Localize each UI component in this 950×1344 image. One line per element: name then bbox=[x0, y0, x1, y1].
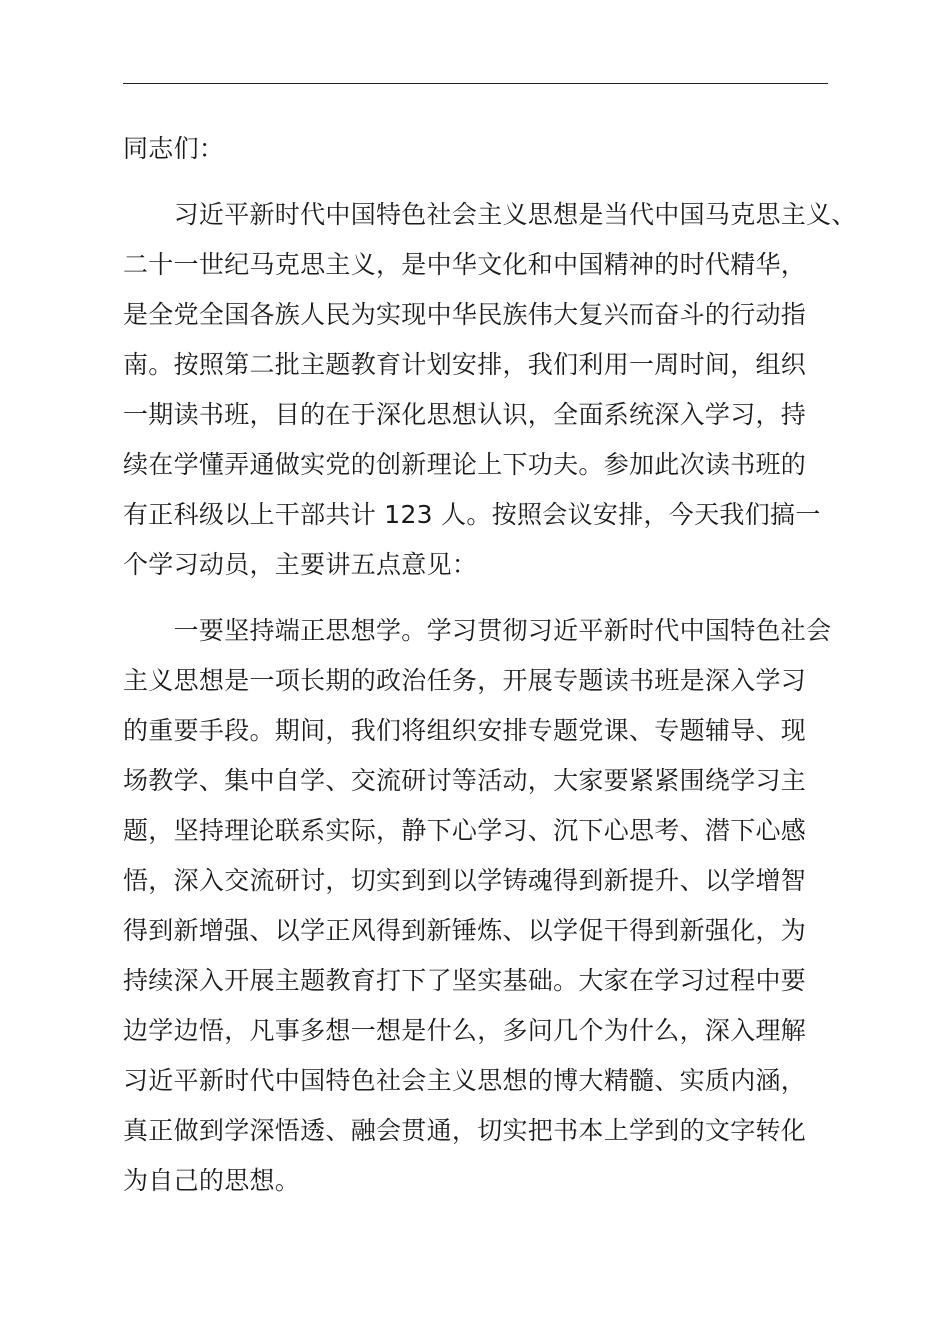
paragraph-line: 续在学懂弄通做实党的创新理论上下功夫。参加此次读书班的 bbox=[123, 450, 807, 479]
paragraph-line: 习近平新时代中国特色社会主义思想是当代中国马克思主义、 bbox=[123, 200, 857, 229]
paragraph-line: 题，坚持理论联系实际，静下心学习、沉下心思考、潜下心感 bbox=[123, 816, 807, 845]
paragraph-line: 场教学、集中自学、交流研讨等活动，大家要紧紧围绕学习主 bbox=[123, 766, 807, 795]
paragraph-line: 边学边悟，凡事多想一想是什么，多问几个为什么，深入理解 bbox=[123, 1016, 807, 1045]
paragraph-line: 一要坚持端正思想学。学习贯彻习近平新时代中国特色社会 bbox=[123, 616, 832, 645]
salutation: 同志们： bbox=[123, 134, 225, 163]
paragraph-line: 悟，深入交流研讨，切实到到以学铸魂得到新提升、以学增智 bbox=[123, 866, 807, 895]
paragraph-line: 得到新增强、以学正风得到新锤炼、以学促干得到新强化，为 bbox=[123, 916, 807, 945]
paragraph-gap bbox=[123, 590, 843, 606]
header-rule bbox=[123, 83, 828, 84]
paragraph-line: 南。按照第二批主题教育计划安排，我们利用一周时间，组织 bbox=[123, 350, 807, 379]
paragraph-intro bbox=[123, 190, 857, 590]
paragraph-point-one bbox=[123, 606, 843, 1206]
paragraph-line: 为自己的思想。 bbox=[123, 1166, 301, 1195]
paragraph-line: 二十一世纪马克思主义，是中华文化和中国精神的时代精华， bbox=[123, 250, 807, 279]
paragraph-line: 是全党全国各族人民为实现中华民族伟大复兴而奋斗的行动指 bbox=[123, 300, 807, 329]
paragraph-line: 真正做到学深悟透、融会贯通，切实把书本上学到的文字转化 bbox=[123, 1116, 807, 1145]
document-body bbox=[123, 124, 857, 1206]
paragraph-line: 一期读书班，目的在于深化思想认识，全面系统深入学习，持 bbox=[123, 400, 807, 429]
paragraph-line: 的重要手段。期间，我们将组织安排专题党课、专题辅导、现 bbox=[123, 716, 807, 745]
paragraph-line: 主义思想是一项长期的政治任务，开展专题读书班是深入学习 bbox=[123, 666, 807, 695]
paragraph-line: 习近平新时代中国特色社会主义思想的博大精髓、实质内涵， bbox=[123, 1066, 807, 1095]
paragraph-line: 有正科级以上干部共计 123 人。按照会议安排，今天我们搞一 bbox=[123, 500, 821, 529]
paragraph-line: 个学习动员，主要讲五点意见： bbox=[123, 550, 478, 579]
paragraph-gap bbox=[123, 174, 843, 190]
paragraph-line: 持续深入开展主题教育打下了坚实基础。大家在学习过程中要 bbox=[123, 966, 807, 995]
